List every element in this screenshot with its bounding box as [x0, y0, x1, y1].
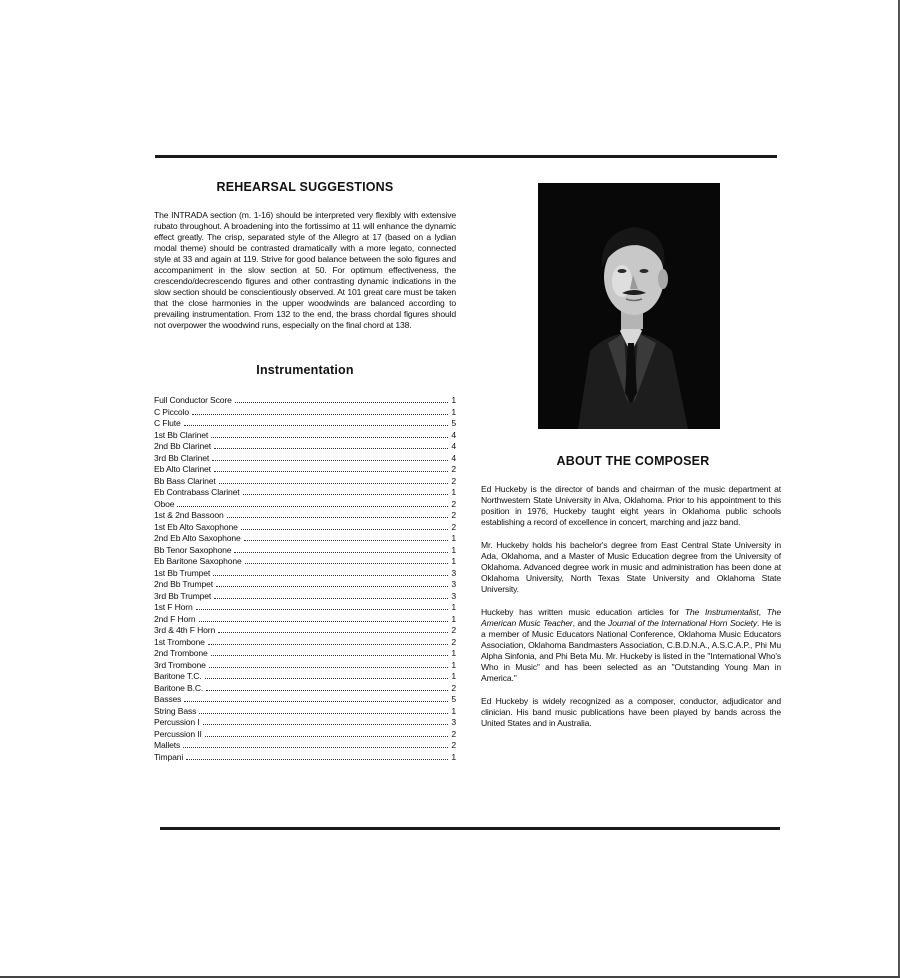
rehearsal-suggestions-heading: REHEARSAL SUGGESTIONS	[216, 180, 394, 194]
instrument-count: 1	[451, 533, 456, 543]
instrumentation-row	[154, 660, 456, 672]
instrument-name: Eb Baritone Saxophone	[154, 556, 242, 566]
publication-title: The Instrumentalist	[684, 607, 759, 617]
instrument-name: 2nd Eb Alto Saxophone	[154, 533, 241, 543]
instrument-name: 1st Bb Clarinet	[154, 429, 209, 440]
instrumentation-row	[154, 499, 456, 511]
about-the-composer-heading: ABOUT THE COMPOSER	[556, 454, 710, 468]
instrumentation-row	[154, 602, 456, 614]
dot-leader	[214, 464, 448, 472]
dot-leader	[196, 602, 448, 610]
instrument-name: 2nd Trombone	[154, 648, 208, 658]
instrument-name: 2nd Bb Clarinet	[154, 441, 211, 451]
instrument-count: 1	[451, 659, 456, 670]
instrument-name: Basses	[154, 694, 182, 704]
instrument-name: 1st Eb Alto Saxophone	[154, 521, 238, 532]
dot-leader	[227, 510, 448, 518]
dot-leader	[211, 430, 448, 438]
dot-leader	[219, 476, 448, 484]
instrumentation-row	[154, 441, 456, 453]
instrument-count: 2	[451, 521, 456, 532]
dot-leader	[192, 407, 448, 415]
composer-p3-separator: , and the	[572, 618, 609, 628]
composer-p3-intro: Huckeby has written music education articles for	[481, 607, 685, 617]
instrument-name: C Piccolo	[154, 406, 189, 417]
instrumentation-row	[154, 671, 456, 683]
instrumentation-row	[154, 487, 456, 499]
instrumentation-row	[154, 430, 456, 442]
instrument-count: 4	[451, 441, 456, 451]
dot-leader	[183, 740, 448, 748]
instrument-name: Baritone T.C.	[154, 671, 202, 681]
dot-leader	[214, 441, 448, 449]
instrument-name: 1st Trombone	[154, 636, 205, 647]
dot-leader	[203, 717, 449, 725]
instrument-count: 3	[451, 717, 456, 727]
instrumentation-row	[154, 395, 456, 407]
instrument-count: 2	[451, 728, 456, 739]
dot-leader	[211, 648, 448, 656]
instrumentation-row	[154, 533, 456, 545]
instrumentation-row	[154, 591, 456, 603]
instrumentation-row	[154, 717, 456, 729]
instrument-count: 4	[451, 429, 456, 440]
instrument-count: 4	[451, 452, 456, 463]
instrument-count: 2	[451, 625, 456, 635]
instrumentation-row	[154, 522, 456, 534]
instrument-name: 2nd F Horn	[154, 613, 196, 624]
instrument-count: 2	[451, 475, 456, 486]
instrument-count: 3	[451, 579, 456, 589]
instrument-name: 1st & 2nd Bassoon	[154, 510, 224, 520]
instrument-count: 2	[451, 464, 456, 474]
instrument-name: Timpani	[154, 751, 184, 762]
instrumentation-heading: Instrumentation	[256, 363, 354, 377]
left-column	[154, 180, 456, 763]
instrumentation-row	[154, 418, 456, 430]
instrument-name: 3rd & 4th F Horn	[154, 625, 216, 635]
instrumentation-row	[154, 579, 456, 591]
instrumentation-row	[154, 625, 456, 637]
dot-leader	[206, 683, 448, 691]
composer-paragraph-1: Ed Huckeby is the director of bands and chairman of the music department at Northwestern State University in Alva, Oklahoma. Prior to his appointment to this position in 1976, Huckeby taught eight years in Oklahoma public schools establishing a record of excellence in concert, marching and jazz band.	[481, 484, 781, 527]
dot-leader	[243, 487, 448, 495]
composer-paragraph-2: Mr. Huckeby holds his bachelor's degree from East Central State University in Ada, Oklahoma, and a Master of Music Education degree from the University of Oklahoma. Advanced degree work in music and administration has been done at Oklahoma University, North Texas State University and Oklahoma State University.	[481, 540, 781, 594]
dot-leader	[205, 671, 448, 679]
rehearsal-suggestions-text: The INTRADA section (m. 1-16) should be interpreted very flexibly with extensive rubato throughout. A broadening into the fortissimo at 11 will enhance the dynamic effect greatly. The crisp, separated style of the Allegro at 17 (based on a lydian modal theme) should be contrasted dramatically with a more legato, connected style at 33 and again at 119. Strive for good balance between the solo figures and accompaniment in the slow section at 50. For optimum effectiveness, the crescendo/decrescendo figures and other contrasting dynamic indications in the slow section should be conscientiously observed. At 101 great care must be taken that the close harmonies in the upper woodwinds are balanced according to prevailing instrumentation. From 132 to the end, the brass chordal figures should not overpower the woodwind runs, especially on the final chord at 138.	[154, 210, 456, 330]
dot-leader	[184, 418, 448, 426]
instrument-count: 2	[451, 636, 456, 647]
dot-leader	[186, 752, 448, 760]
instrument-count: 1	[451, 751, 456, 762]
top-rule	[155, 155, 777, 158]
instrument-name: Bb Bass Clarinet	[154, 475, 216, 486]
instrument-name: Baritone B.C.	[154, 682, 204, 693]
instrument-count: 1	[451, 602, 456, 612]
publication-title: Journal of the International Horn Society	[608, 618, 757, 628]
instrument-name: Eb Alto Clarinet	[154, 464, 211, 474]
instrument-count: 1	[451, 406, 456, 417]
instrumentation-row	[154, 740, 456, 752]
instrumentation-row	[154, 453, 456, 465]
instrument-count: 1	[451, 395, 456, 405]
instrument-count: 2	[451, 682, 456, 693]
instrumentation-row	[154, 464, 456, 476]
instrument-count: 1	[451, 671, 456, 681]
dot-leader	[212, 453, 448, 461]
instrumentation-row	[154, 648, 456, 660]
dot-leader	[235, 395, 448, 403]
composer-p3-rest: . He is a member of Music Educators National Conference, Oklahoma Music Educators Association, Oklahoma Bandmasters Association, C.B.D.N.A., A.S.C.A.P., Phi Mu Alpha Sinfonia, and Phi Beta Mu. Mr. Huckeby is listed in the "International Who's Who in Music" and has been selected as an "Outstanding Young Man in America."	[481, 618, 782, 683]
dot-leader	[214, 591, 448, 599]
dot-leader	[177, 499, 448, 507]
instrumentation-row	[154, 407, 456, 419]
instrumentation-row	[154, 683, 456, 695]
dot-leader	[208, 637, 448, 645]
instrument-name: Percussion I	[154, 717, 200, 727]
instrumentation-list	[154, 395, 456, 763]
composer-p3-separator: ,	[758, 607, 767, 617]
dot-leader	[209, 660, 448, 668]
composer-portrait-image	[538, 183, 720, 429]
instrumentation-row	[154, 476, 456, 488]
instrument-name: C Flute	[154, 418, 181, 428]
dot-leader	[184, 694, 448, 702]
instrument-name: Eb Contrabass Clarinet	[154, 487, 240, 497]
instrument-name: Mallets	[154, 740, 181, 750]
right-column	[481, 454, 781, 741]
instrumentation-row	[154, 706, 456, 718]
instrument-count: 3	[451, 567, 456, 578]
instrument-name: 3rd Bb Trumpet	[154, 590, 212, 601]
instrument-name: Full Conductor Score	[154, 395, 232, 405]
dot-leader	[234, 545, 448, 553]
dot-leader	[218, 625, 448, 633]
instrument-count: 3	[451, 590, 456, 601]
instrument-count: 1	[451, 544, 456, 555]
instrumentation-row	[154, 694, 456, 706]
instrumentation-row	[154, 729, 456, 741]
composer-photo	[538, 183, 720, 429]
instrument-name: String Bass	[154, 705, 197, 716]
instrument-name: Oboe	[154, 498, 175, 509]
instrument-name: 1st F Horn	[154, 602, 193, 612]
instrument-count: 5	[451, 418, 456, 428]
instrument-name: Bb Tenor Saxophone	[154, 544, 232, 555]
instrumentation-row	[154, 637, 456, 649]
instrument-count: 1	[451, 648, 456, 658]
composer-paragraph-4: Ed Huckeby is widely recognized as a composer, conductor, adjudicator and clinician. His band music publications have been played by bands across the United States and in Australia.	[481, 696, 781, 728]
dot-leader	[199, 706, 448, 714]
instrumentation-row	[154, 556, 456, 568]
instrument-count: 1	[451, 556, 456, 566]
instrument-count: 5	[451, 694, 456, 704]
instrumentation-row	[154, 614, 456, 626]
instrumentation-row	[154, 568, 456, 580]
instrument-name: 1st Bb Trumpet	[154, 567, 211, 578]
instrument-count: 2	[451, 510, 456, 520]
instrument-count: 2	[451, 740, 456, 750]
instrumentation-row	[154, 545, 456, 557]
publication-title: The American Music Teacher	[481, 607, 781, 628]
dot-leader	[244, 533, 448, 541]
dot-leader	[245, 556, 448, 564]
dot-leader	[205, 729, 448, 737]
instrumentation-row	[154, 752, 456, 764]
dot-leader	[213, 568, 448, 576]
dot-leader	[199, 614, 449, 622]
instrument-count: 1	[451, 613, 456, 624]
instrument-name: 3rd Bb Clarinet	[154, 452, 210, 463]
instrument-name: 2nd Bb Trumpet	[154, 579, 214, 589]
instrument-count: 1	[451, 487, 456, 497]
instrumentation-row	[154, 510, 456, 522]
dot-leader	[241, 522, 448, 530]
instrument-name: Percussion II	[154, 728, 202, 739]
instrument-name: 3rd Trombone	[154, 659, 206, 670]
instrument-count: 1	[451, 705, 456, 716]
composer-paragraph-3	[481, 607, 781, 684]
bottom-rule	[160, 827, 780, 830]
dot-leader	[216, 579, 448, 587]
instrument-count: 2	[451, 498, 456, 509]
